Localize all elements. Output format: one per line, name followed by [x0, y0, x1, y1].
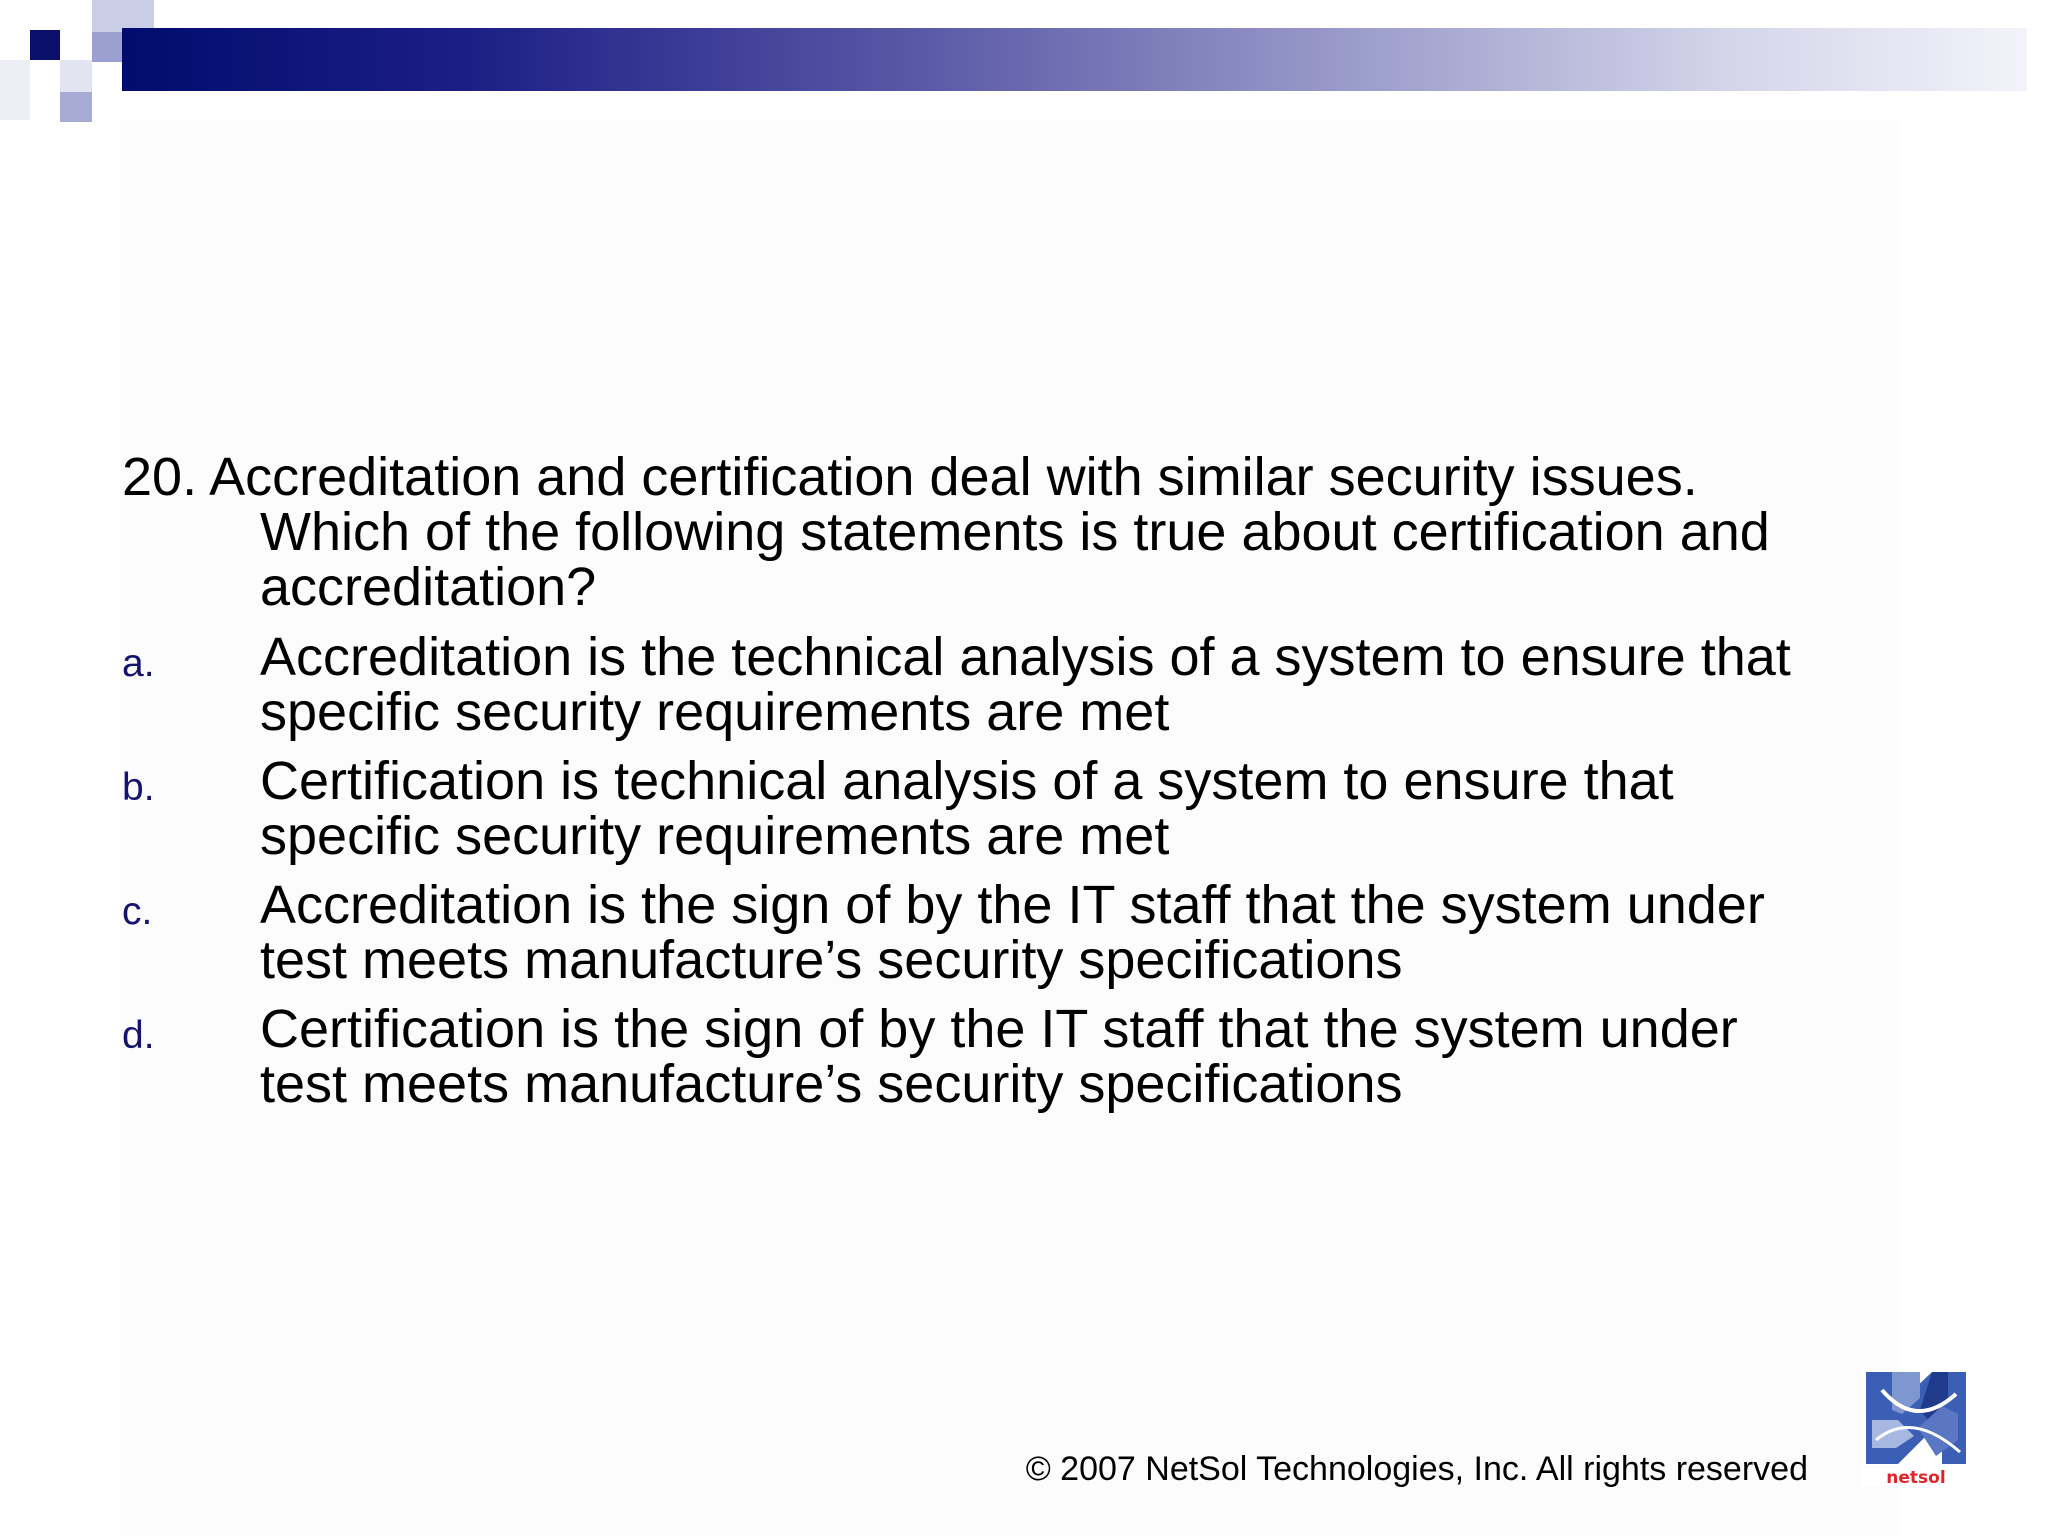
question-line: Which of the following statements is true about certification and	[260, 502, 1770, 562]
header-square	[60, 92, 92, 122]
header-square	[0, 60, 30, 120]
svg-text:netsol: netsol	[1886, 1468, 1946, 1486]
header-square	[92, 32, 122, 62]
option-d	[122, 999, 1922, 1126]
question-text	[122, 447, 1922, 617]
option-line: specific security requirements are met	[260, 682, 1170, 742]
option-text	[260, 875, 1765, 990]
option-line: Accreditation is the sign of by the IT staff that the system under	[260, 875, 1765, 935]
option-letter: c.	[122, 890, 153, 933]
question-line: accreditation?	[260, 557, 597, 617]
option-text	[260, 627, 1791, 742]
option-letter: a.	[122, 642, 155, 685]
question-line: 20. Accreditation and certification deal with similar security issues.	[122, 447, 1698, 507]
option-b	[122, 751, 1922, 878]
option-line: specific security requirements are met	[260, 806, 1170, 866]
option-text	[260, 751, 1674, 866]
option-letter: b.	[122, 766, 155, 809]
option-line: test meets manufacture’s security specifications	[260, 1054, 1403, 1114]
header-gradient-bar	[122, 28, 2027, 91]
option-text	[260, 999, 1738, 1114]
option-letter: d.	[122, 1014, 155, 1057]
option-line: test meets manufacture’s security specifications	[260, 930, 1403, 990]
option-line: Certification is the sign of by the IT staff that the system under	[260, 999, 1738, 1059]
option-a	[122, 627, 1922, 754]
netsol-logo-icon	[1862, 1370, 1970, 1486]
copyright-text: © 2007 NetSol Technologies, Inc. All rights reserved	[1025, 1450, 1808, 1488]
option-line: Accreditation is the technical analysis of a system to ensure that	[260, 627, 1791, 687]
answer-options	[122, 627, 1922, 1126]
option-line: Certification is technical analysis of a system to ensure that	[260, 751, 1674, 811]
header-square	[30, 30, 60, 60]
option-c	[122, 875, 1922, 1002]
